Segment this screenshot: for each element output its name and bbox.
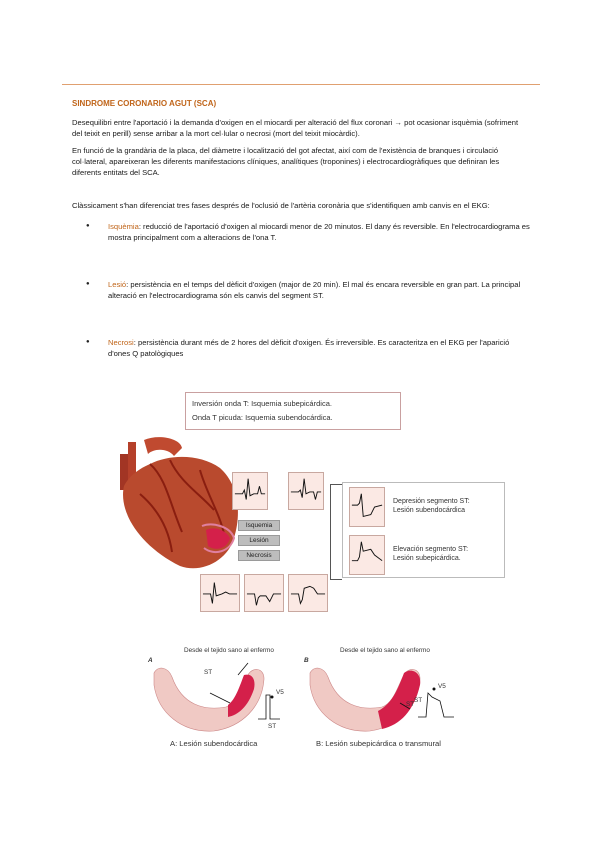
legend-line-2: Onda T picuda: Isquemia subendocárdica. <box>192 413 333 422</box>
label-b-v5: V5 <box>438 683 446 690</box>
diagram-b-ventricle <box>304 655 464 735</box>
paragraph-phases: Clàssicament s'han diferenciat tres fases després de l'oclusió de l'artèria coronària que s'identifiquen amb canvis en el EKG: <box>72 201 490 210</box>
figure-lesion-diagram <box>148 643 478 753</box>
stage-necrosis: Necrosis <box>238 550 280 561</box>
caption-a: A: Lesión subendocárdica <box>170 739 258 748</box>
list-item-isquemia <box>86 221 530 243</box>
ischemia-legend <box>185 392 401 430</box>
label-b-top: Desde el tejido sano al enfermo <box>340 647 430 654</box>
document-body <box>72 92 530 359</box>
st-segment-panel <box>342 482 505 578</box>
figure-heart-ekg <box>110 392 505 617</box>
label-a-st: ST <box>204 669 213 676</box>
label-a-letter: A <box>148 657 153 664</box>
list-item-necrosi <box>86 337 530 359</box>
label-st-elevation: Elevación segmento ST: Lesión subepicárdica. <box>393 546 469 562</box>
label-b-letter: B <box>304 657 309 664</box>
paragraph-factors: En funció de la grandària de la placa, del diàmetre i localització del got afectat, així com de l'existència de branques i circulació col·lateral, apareixeran les diferents manifestacions clíniques, analítiques (troponines) i electrocardiogràfiques que definiran les diferents entitats del SCA. <box>72 146 500 177</box>
term-necrosi: Necrosi <box>108 338 134 347</box>
phase-list <box>72 221 530 359</box>
term-isquemia: Isquèmia <box>108 222 139 231</box>
stage-lesion: Lesión <box>238 535 280 546</box>
page-title: SINDROME CORONARIO AGUT (SCA) <box>72 99 217 108</box>
desc-lesio: : persistència en el temps del dèficit d'oxigen (major de 20 min). El mal és encara reversible en gran part. La principal alteració en l'electrocardiograma són els canvis del segment ST. <box>108 280 521 300</box>
lesion-bracket <box>330 484 342 580</box>
label-b-st: ST <box>406 701 415 708</box>
legend-line-1: Inversión onda T: Isquemia subepicárdica. <box>192 399 332 408</box>
desc-necrosi: : persistència durant més de 2 hores del dèficit d'oxigen. És irreversible. Es caracteritza en el EKG per l'aparició d'ones Q patològiques <box>108 338 510 358</box>
ekg-necrosis-1 <box>200 574 240 612</box>
ekg-necrosis-3 <box>288 574 328 612</box>
list-item-lesio <box>86 279 530 301</box>
term-lesio: Lesió <box>108 280 127 289</box>
label-a-st-lower: ST <box>268 723 277 730</box>
label-b-st-lower: ST <box>414 697 423 704</box>
paragraph-definition: Desequilibri entre l'aportació i la demanda d'oxigen en el miocardi per alteració del flux coronari → pot ocasionar isquèmia (sofriment del teixit en perill) sense arribar a la mort cel·lular o necrosi (mort del teixit miocàrdic). <box>72 118 519 138</box>
desc-isquemia: : reducció de l'aportació d'oxigen al miocardi menor de 20 minutos. El dany és reversible. En l'electrocardiograma es mostra principalment com a alteracions de l'ona T. <box>108 222 530 242</box>
ekg-isquemia-subendocardica <box>232 472 268 510</box>
ekg-st-elevation <box>349 535 385 575</box>
caption-b: B: Lesión subepicárdica o transmural <box>316 739 441 748</box>
ekg-necrosis-2 <box>244 574 284 612</box>
label-a-top: Desde el tejido sano al enfermo <box>184 647 274 654</box>
ekg-isquemia-subepicardica <box>288 472 324 510</box>
header-rule <box>62 84 540 85</box>
ekg-st-depression <box>349 487 385 527</box>
stage-isquemia: Isquemia <box>238 520 280 531</box>
label-a-v5: V5 <box>276 689 284 696</box>
label-st-depression: Depresión segmento ST: Lesión subendocárdica <box>393 498 470 514</box>
